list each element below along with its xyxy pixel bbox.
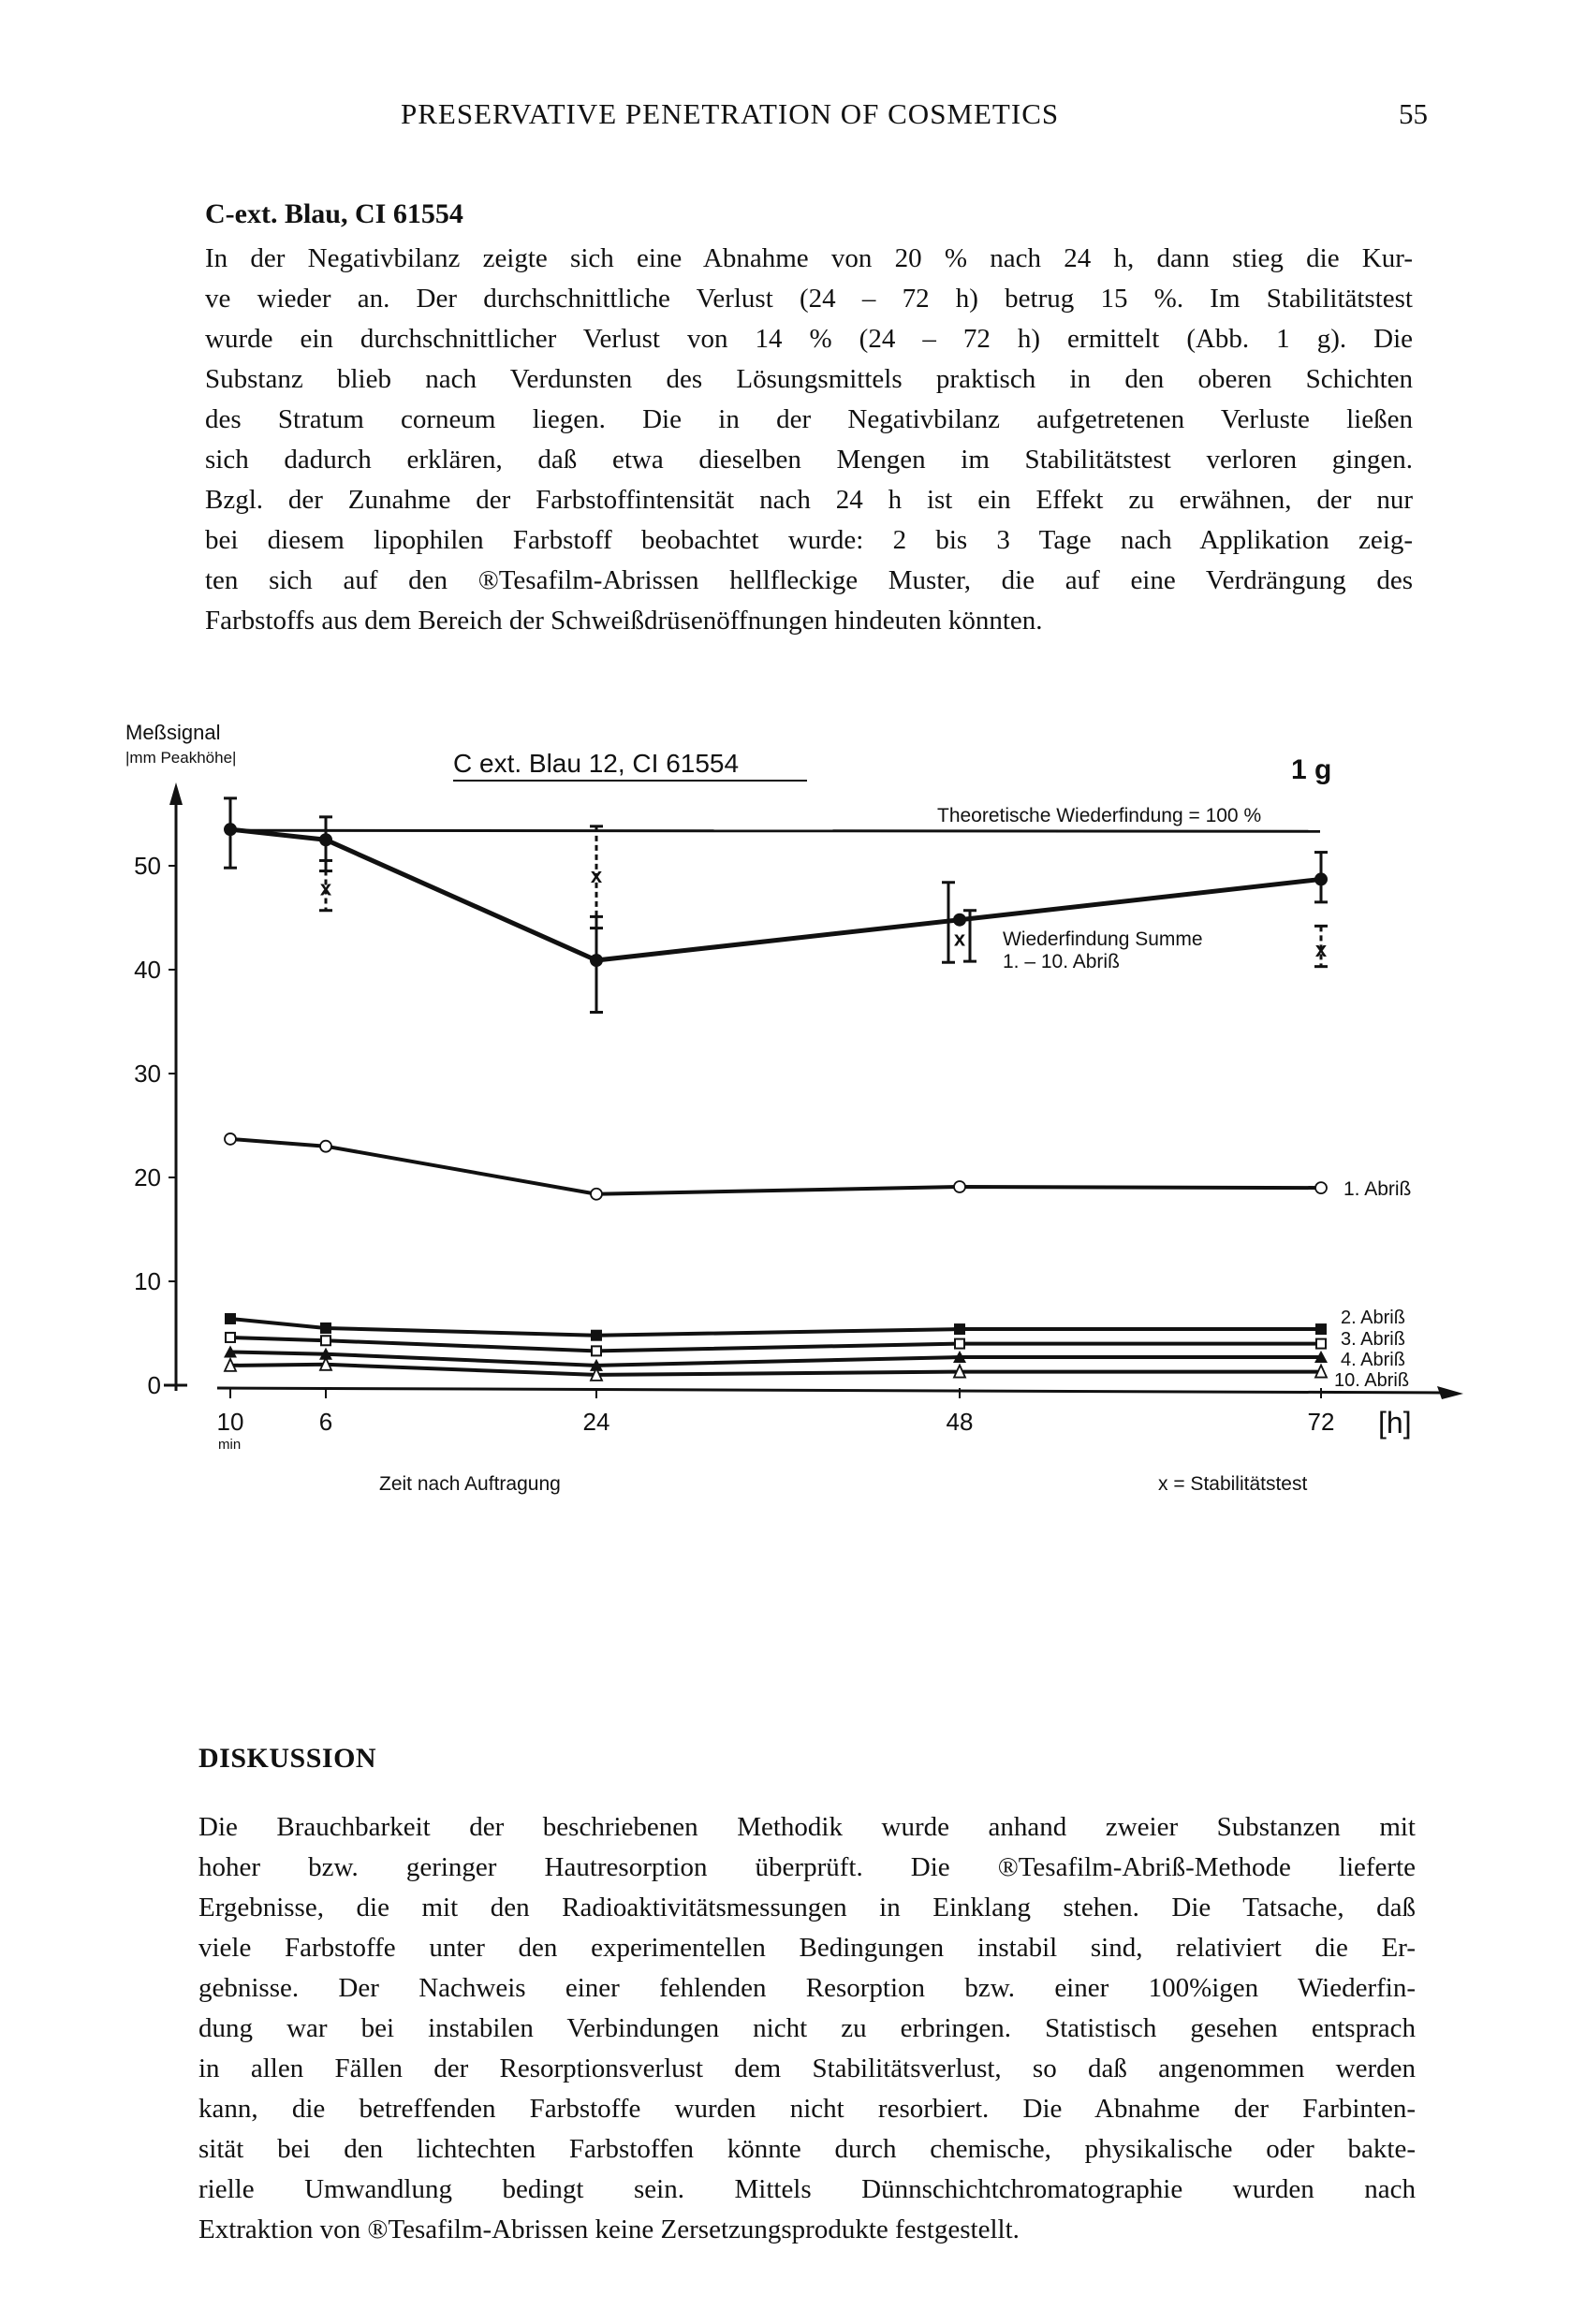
filled-circle-marker-icon	[224, 823, 237, 836]
text-line: dung war bei instabilen Verbindungen nicht zu erbringen. Statistisch gesehen entsprach	[198, 2013, 1416, 2043]
series-label-2-abriss: 2. Abriß	[1341, 1308, 1405, 1328]
filled-square-marker-icon	[591, 1330, 602, 1341]
x-marker-icon: x	[590, 863, 603, 887]
text-line: in allen Fällen der Resorptionsverlust dem Stabilitätsverlust, so daß angenommen werden	[198, 2054, 1416, 2083]
text-line: ve wieder an. Der durchschnittliche Verlust (24 – 72 h) betrug 15 %. Im Stabilitätstest	[205, 284, 1413, 314]
x-axis-label: Zeit nach Auftragung	[379, 1473, 561, 1495]
filled-circle-marker-icon	[1314, 872, 1328, 885]
x-first-unit: min	[218, 1437, 242, 1453]
y-axis-label: Meßsignal	[125, 721, 221, 744]
stability-legend: x = Stabilitätstest	[1158, 1473, 1308, 1495]
y-tick-label: 20	[134, 1163, 161, 1191]
x-tick-label: 48	[946, 1408, 974, 1436]
section-heading: C-ext. Blau, CI 61554	[205, 198, 463, 229]
y-tick-label: 0	[147, 1371, 161, 1399]
sum-series-label-2: 1. – 10. Abriß	[1003, 951, 1120, 972]
series-label-3-abriss: 3. Abriß	[1341, 1329, 1405, 1350]
text-line: Ergebnisse, die mit den Radioaktivitätsmessungen in Einklang stehen. Die Tatsache, daß	[198, 1893, 1416, 1922]
open-square-marker-icon	[592, 1346, 601, 1355]
series-label-4-abriss: 4. Abriß	[1341, 1350, 1405, 1370]
text-line: Die Brauchbarkeit der beschriebenen Methodik wurde anhand zweier Substanzen mit	[198, 1812, 1416, 1842]
sum-series-label: Wiederfindung Summe	[1003, 928, 1203, 950]
x-tick-label: 6	[318, 1408, 333, 1436]
panel-label: 1 g	[1291, 754, 1332, 785]
x-tick-label: 24	[582, 1408, 610, 1436]
open-circle-marker-icon	[320, 1141, 331, 1152]
y-tick-label: 40	[134, 956, 161, 984]
open-square-marker-icon	[955, 1339, 964, 1349]
filled-square-marker-icon	[320, 1323, 331, 1334]
text-line: kann, die betreffenden Farbstoffe wurden nicht resorbiert. Die Abnahme der Farbinten-	[198, 2094, 1416, 2124]
x-tick-label: 10	[216, 1408, 244, 1436]
series-label-1-abriss: 1. Abriß	[1343, 1178, 1412, 1200]
open-square-marker-icon	[226, 1333, 235, 1342]
filled-square-marker-icon	[1315, 1323, 1327, 1335]
y-axis-unit: |mm Peakhöhe|	[125, 749, 237, 767]
open-circle-marker-icon	[1315, 1182, 1327, 1193]
text-line: ten sich auf den ®Tesafilm-Abrissen hellfleckige Muster, die auf eine Verdrängung des	[205, 565, 1413, 595]
series-line-2	[230, 1139, 1321, 1194]
series-line-6	[230, 1365, 1321, 1375]
filled-circle-marker-icon	[953, 914, 966, 927]
filled-circle-marker-icon	[590, 954, 603, 967]
text-line: Extraktion von ®Tesafilm-Abrissen keine Zersetzungsprodukte festgestellt.	[198, 2214, 1020, 2244]
y-tick-label: 10	[134, 1267, 161, 1295]
y-tick-label: 30	[134, 1060, 161, 1088]
filled-circle-marker-icon	[319, 833, 332, 846]
text-line: gebnisse. Der Nachweis einer fehlenden Resorption bzw. einer 100%igen Wiederfin-	[198, 1973, 1416, 2003]
text-line: sich dadurch erklären, daß etwa dieselben Mengen im Stabilitätstest verloren gingen.	[205, 445, 1413, 475]
open-circle-marker-icon	[591, 1189, 602, 1200]
text-line: rielle Umwandlung bedingt sein. Mittels Dünnschichtchromatographie wurden nach	[198, 2174, 1416, 2204]
text-line: wurde ein durchschnittlicher Verlust von 14 % (24 – 72 h) ermittelt (Abb. 1 g). Die	[205, 324, 1413, 354]
filled-square-marker-icon	[954, 1323, 965, 1335]
x-marker-icon: x	[953, 927, 966, 951]
section-heading-diskussion: DISKUSSION	[198, 1743, 377, 1774]
text-line: Farbstoffs aus dem Bereich der Schweißdrüsenöffnungen hindeuten könnten.	[205, 606, 1043, 636]
y-tick-label: 50	[134, 852, 161, 880]
series-line-5	[230, 1352, 1321, 1365]
x-marker-icon: x	[1314, 937, 1328, 961]
body-paragraph	[205, 239, 1413, 641]
text-line: Bzgl. der Zunahme der Farbstoffintensität nach 24 h ist ein Effekt zu erwähnen, der nur	[205, 485, 1413, 515]
text-line: sität bei den lichtechten Farbstoffen könnte durch chemische, physikalische oder bakte-	[198, 2134, 1416, 2164]
running-head: PRESERVATIVE PENETRATION OF COSMETICS	[401, 97, 1060, 130]
x-axis	[217, 1388, 1446, 1393]
page-number: 55	[1399, 97, 1428, 130]
open-square-marker-icon	[321, 1336, 330, 1345]
text-line: bei diesem lipophilen Farbstoff beobachtet wurde: 2 bis 3 Tage nach Applikation zeig-	[205, 525, 1413, 555]
reference-line	[245, 830, 1320, 831]
series-line-3	[230, 1319, 1321, 1336]
x-axis-arrow-icon	[1437, 1386, 1463, 1399]
series-label-10-abriss: 10. Abriß	[1334, 1370, 1410, 1391]
chart-title: C ext. Blau 12, CI 61554	[453, 749, 740, 778]
body-paragraph	[198, 1807, 1416, 2250]
text-line: In der Negativbilanz zeigte sich eine Abnahme von 20 % nach 24 h, dann stieg die Kur-	[205, 243, 1413, 273]
x-marker-icon: x	[319, 876, 332, 900]
filled-square-marker-icon	[225, 1313, 236, 1324]
series-line-4	[230, 1337, 1321, 1351]
plot-area	[134, 782, 1463, 1436]
figure-1g-chart	[0, 711, 1571, 1535]
open-circle-marker-icon	[225, 1133, 236, 1145]
text-line: Substanz blieb nach Verdunsten des Lösungsmittels praktisch in den oberen Schichten	[205, 364, 1413, 394]
text-line: des Stratum corneum liegen. Die in der Negativbilanz aufgetretenen Verluste ließen	[205, 404, 1413, 434]
y-axis-arrow-icon	[169, 782, 183, 805]
open-square-marker-icon	[1316, 1339, 1326, 1349]
open-circle-marker-icon	[954, 1181, 965, 1192]
text-line: viele Farbstoffe unter den experimentellen Bedingungen instabil sind, relativiert die Er-	[198, 1933, 1416, 1963]
x-axis-unit: [h]	[1378, 1406, 1412, 1440]
text-line: hoher bzw. geringer Hautresorption überprüft. Die ®Tesafilm-Abriß-Methode lieferte	[198, 1852, 1416, 1882]
x-tick-label: 72	[1307, 1408, 1335, 1436]
reference-line-label: Theoretische Wiederfindung = 100 %	[937, 805, 1262, 826]
